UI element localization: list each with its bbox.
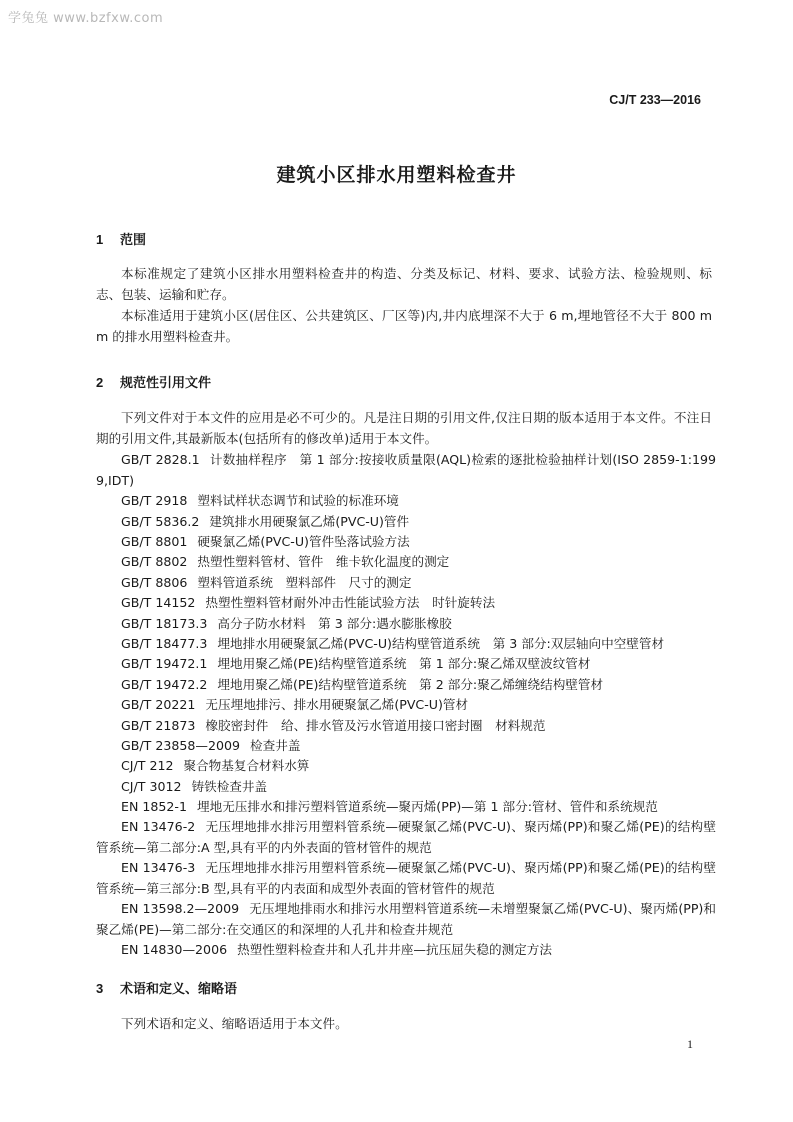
reference-code: CJ/T 212 bbox=[121, 758, 174, 773]
section-title: 规范性引用文件 bbox=[120, 376, 212, 391]
reference-code: GB/T 23858—2009 bbox=[121, 738, 241, 753]
reference-title: 橡胶密封件 给、排水管及污水管道用接口密封圈 材料规范 bbox=[205, 718, 546, 733]
reference-title: 硬聚氯乙烯(PVC-U)管件坠落试验方法 bbox=[197, 534, 410, 549]
reference-code: GB/T 21873 bbox=[121, 718, 196, 733]
reference-item bbox=[121, 777, 716, 797]
reference-title: 聚合物基复合材料水箅 bbox=[183, 758, 310, 773]
reference-code: EN 14830—2006 bbox=[121, 942, 228, 957]
reference-item bbox=[121, 736, 716, 756]
reference-item bbox=[121, 634, 716, 654]
reference-title: 塑料试样状态调节和试验的标准环境 bbox=[197, 493, 399, 508]
reference-item bbox=[121, 716, 716, 736]
reference-title: 铸铁检查井盖 bbox=[191, 779, 268, 794]
reference-item bbox=[96, 858, 716, 899]
reference-item bbox=[121, 491, 716, 511]
reference-code: GB/T 2918 bbox=[121, 493, 188, 508]
reference-title: 无压埋地排水排污用塑料管系统—硬聚氯乙烯(PVC-U)、聚丙烯(PP)和聚乙烯(PE)的结构壁管系统—第二部分:A 型,具有平的内外表面的管材管件的规范 bbox=[96, 819, 716, 855]
reference-code: GB/T 19472.1 bbox=[121, 656, 208, 671]
section-title: 术语和定义、缩略语 bbox=[120, 982, 238, 997]
reference-code: GB/T 8802 bbox=[121, 554, 188, 569]
reference-item bbox=[96, 817, 716, 858]
reference-title: 热塑性塑料管材耐外冲击性能试验方法 时针旋转法 bbox=[205, 595, 496, 610]
reference-title: 热塑性塑料管材、管件 维卡软化温度的测定 bbox=[197, 554, 450, 569]
reference-item bbox=[121, 675, 716, 695]
page-number: 1 bbox=[687, 1037, 693, 1051]
reference-title: 高分子防水材料 第 3 部分:遇水膨胀橡胶 bbox=[217, 616, 452, 631]
reference-item bbox=[121, 573, 716, 593]
reference-title: 埋地用聚乙烯(PE)结构壁管道系统 第 2 部分:聚乙烯缠绕结构壁管材 bbox=[217, 677, 604, 692]
reference-title: 埋地排水用硬聚氯乙烯(PVC-U)结构壁管道系统 第 3 部分:双层轴向中空壁管材 bbox=[217, 636, 665, 651]
reference-code: EN 1852-1 bbox=[121, 799, 187, 814]
terms-intro: 下列术语和定义、缩略语适用于本文件。 bbox=[121, 1016, 348, 1031]
watermark: 学兔兔 www.bzfxw.com bbox=[8, 11, 164, 26]
reference-code: GB/T 5836.2 bbox=[121, 514, 200, 529]
reference-item bbox=[121, 512, 716, 532]
section-number: 1 bbox=[96, 232, 104, 247]
section-number: 3 bbox=[96, 981, 104, 996]
reference-code: GB/T 8806 bbox=[121, 575, 188, 590]
reference-code: GB/T 18477.3 bbox=[121, 636, 208, 651]
reference-item bbox=[121, 695, 716, 715]
reference-title: 无压埋地排雨水和排污水用塑料管道系统—未增塑聚氯乙烯(PVC-U)、聚丙烯(PP)和聚乙烯(PE)—第二部分:在交通区的和深埋的人孔井和检查井规范 bbox=[96, 901, 717, 937]
reference-title: 埋地用聚乙烯(PE)结构壁管道系统 第 1 部分:聚乙烯双壁波纹管材 bbox=[217, 656, 591, 671]
reference-item bbox=[121, 614, 716, 634]
reference-item bbox=[121, 797, 716, 817]
reference-code: GB/T 18173.3 bbox=[121, 616, 208, 631]
standard-code: CJ/T 233—2016 bbox=[609, 93, 701, 107]
reference-item bbox=[96, 899, 716, 940]
reference-title: 建筑排水用硬聚氯乙烯(PVC-U)管件 bbox=[209, 514, 410, 529]
reference-title: 检查井盖 bbox=[250, 738, 301, 753]
section-number: 2 bbox=[96, 375, 104, 390]
reference-title: 热塑性塑料检查井和人孔井井座—抗压屈失稳的测定方法 bbox=[237, 942, 552, 957]
reference-title: 无压埋地排污、排水用硬聚氯乙烯(PVC-U)管材 bbox=[205, 697, 469, 712]
reference-title: 埋地无压排水和排污塑料管道系统—聚丙烯(PP)—第 1 部分:管材、管件和系统规范 bbox=[197, 799, 658, 814]
reference-item bbox=[121, 552, 716, 572]
reference-item bbox=[121, 593, 716, 613]
reference-item bbox=[121, 756, 716, 776]
reference-code: GB/T 19472.2 bbox=[121, 677, 208, 692]
reference-title: 塑料管道系统 塑料部件 尺寸的测定 bbox=[197, 575, 412, 590]
section-title: 范围 bbox=[120, 233, 147, 248]
page-title: 建筑小区排水用塑料检查井 bbox=[276, 164, 517, 186]
reference-code: GB/T 8801 bbox=[121, 534, 188, 549]
section-heading-normative bbox=[96, 372, 211, 391]
reference-code: GB/T 20221 bbox=[121, 697, 196, 712]
reference-code: EN 13476-3 bbox=[121, 860, 196, 875]
reference-code: GB/T 14152 bbox=[121, 595, 196, 610]
reference-title: 计数抽样程序 第 1 部分:按接收质量限(AQL)检索的逐批检验抽样计划(ISO 2859-1:1999,IDT) bbox=[96, 452, 716, 488]
scope-paragraph-2: 本标准适用于建筑小区(居住区、公共建筑区、厂区等)内,井内底埋深不大于 6 m,埋地管径不大于 800 mm 的排水用塑料检查井。 bbox=[96, 308, 712, 344]
section-heading-scope bbox=[96, 229, 146, 248]
reference-code: EN 13476-2 bbox=[121, 819, 196, 834]
reference-code: EN 13598.2—2009 bbox=[121, 901, 240, 916]
reference-title: 无压埋地排水排污用塑料管系统—硬聚氯乙烯(PVC-U)、聚丙烯(PP)和聚乙烯(PE)的结构壁管系统—第三部分:B 型,具有平的内表面和成型外表面的管材管件的规范 bbox=[96, 860, 716, 896]
reference-item bbox=[121, 940, 716, 960]
reference-code: CJ/T 3012 bbox=[121, 779, 182, 794]
reference-code: GB/T 2828.1 bbox=[121, 452, 200, 467]
scope-paragraph-1: 本标准规定了建筑小区排水用塑料检查井的构造、分类及标记、材料、要求、试验方法、检验规则、标志、包装、运输和贮存。 bbox=[96, 266, 712, 302]
normative-intro: 下列文件对于本文件的应用是必不可少的。凡是注日期的引用文件,仅注日期的版本适用于本文件。不注日期的引用文件,其最新版本(包括所有的修改单)适用于本文件。 bbox=[96, 410, 712, 446]
reference-item bbox=[96, 450, 716, 491]
reference-item bbox=[121, 654, 716, 674]
section-heading-terms bbox=[96, 978, 237, 997]
reference-item bbox=[121, 532, 716, 552]
